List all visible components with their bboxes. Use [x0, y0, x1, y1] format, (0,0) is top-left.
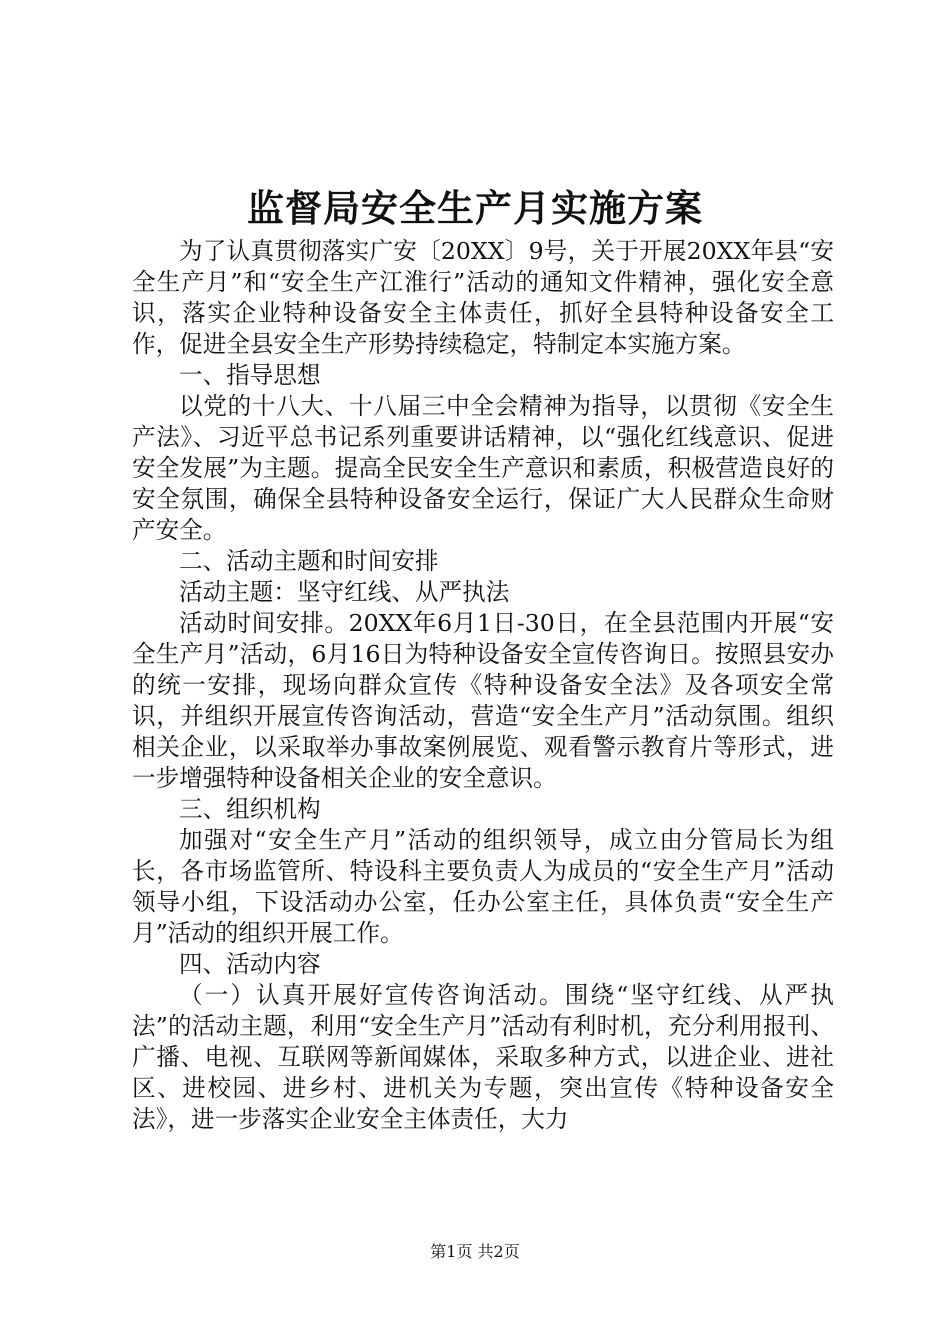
section-heading-theme-schedule: 二、活动主题和时间安排 — [179, 547, 439, 575]
intro-paragraph: 为了认真贯彻落实广安〔20XX〕9号，关于开展20XX年县“安全生产月”和“安全生产江淮行”活动的通知文件精神，强化安全意识，落实企业特种设备安全主体责任，抓好全县特种设备安全工作，促进全县安全生产形势持续稳定，特制定本实施方案。 — [132, 237, 834, 358]
document-title: 监督局安全生产月实施方案 — [247, 186, 703, 230]
section-heading-activity-content: 四、活动内容 — [179, 950, 321, 978]
organization-paragraph: 加强对“安全生产月”活动的组织领导，成立由分管局长为组长，各市场监管所、特设科主要负责人为成员的“安全生产月”活动领导小组，下设活动办公室，任办公室主任，具体负责“安全生产月”活动的组织开展工作。 — [132, 826, 834, 947]
document-body — [132, 236, 834, 1135]
activity-content-paragraph: （一）认真开展好宣传咨询活动。围绕“坚守红线、从严执法”的活动主题，利用“安全生产月”活动有利时机，充分利用报刊、广播、电视、互联网等新闻媒体，采取多种方式，以进企业、进社区、进校园、进乡村、进机关为专题，突出宣传《特种设备安全法》，进一步落实企业安全主体责任，大力 — [132, 981, 834, 1133]
guiding-thought-paragraph: 以党的十八大、十八届三中全会精神为指导，以贯彻《安全生产法》、习近平总书记系列重要讲话精神，以“强化红线意识、促进安全发展”为主题。提高全民安全生产意识和素质，积极营造良好的安全氛围，确保全县特种设备安全运行，保证广大人民群众生命财产安全。 — [132, 392, 834, 544]
section-heading-guiding-thought: 一、指导思想 — [179, 361, 321, 389]
section-heading-organization: 三、组织机构 — [179, 795, 321, 823]
page-footer: 第1页 共2页 — [430, 1242, 520, 1261]
schedule-paragraph: 活动时间安排。20XX年6月1日-30日，在全县范围内开展“安全生产月”活动，6月16日为特种设备安全宣传咨询日。按照县安办的统一安排，现场向群众宣传《特种设备安全法》及各项安全常识，并组织开展宣传咨询活动，营造“安全生产月”活动氛围。组织相关企业，以采取举办事故案例展览、观看警示教育片等形式，进一步增强特种设备相关企业的安全意识。 — [132, 609, 834, 792]
activity-theme-line: 活动主题：坚守红线、从严执法 — [179, 578, 510, 606]
